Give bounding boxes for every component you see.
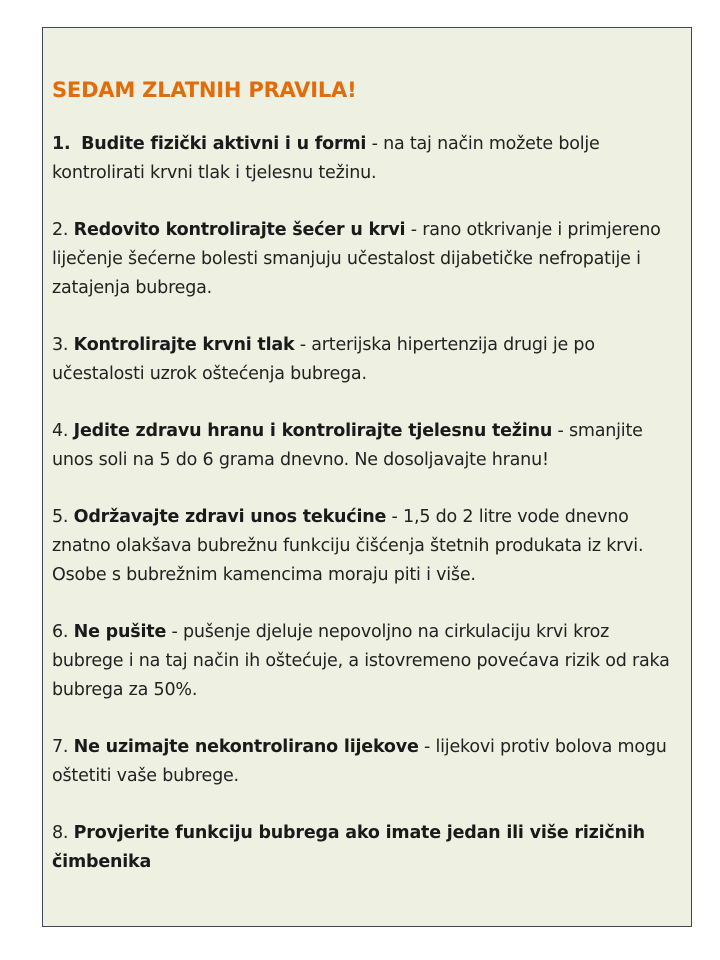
rules-panel (42, 27, 692, 927)
rule-heading: Redovito kontrolirajte šećer u krvi (73, 220, 406, 240)
rule-heading: Održavajte zdravi unos tekućine (73, 507, 387, 527)
rule-number: 8. (52, 823, 69, 843)
rule-separator: - (552, 421, 569, 441)
rule-separator: - (366, 134, 384, 154)
rule-text: 1,5 do 2 litre vode dnevno znatno olakšava bubrežnu funkciju čišćenja štetnih produkata iz krvi. Osobe s bubrežnim kamencima moraju piti i više. (52, 507, 644, 585)
rule-separator: - (294, 335, 312, 355)
rule-number: 7. (52, 737, 69, 757)
rule-text: pušenje djeluje nepovoljno na cirkulaciju krvi kroz bubrege i na taj način ih oštećuje, a istovremeno povećava rizik od raka bubrega za 50%. (52, 622, 670, 700)
rule-number: 2. (52, 220, 69, 240)
rule-text: lijekovi protiv bolova mogu oštetiti vaše bubrege. (52, 737, 667, 786)
rule-text: arterijska hipertenzija drugi je po učestalosti uzrok oštećenja bubrega. (52, 335, 595, 384)
rule-heading: Provjerite funkciju bubrega ako imate jedan ili više rizičnih čimbenika (52, 823, 645, 872)
rule-item-5 (52, 503, 682, 590)
rule-text: rano otkrivanje i primjereno liječenje šećerne bolesti smanjuju učestalost dijabetičke nefropatije i zatajenja bubrega. (52, 220, 661, 298)
rule-separator: - (166, 622, 183, 642)
rule-number: 1. (52, 134, 71, 154)
rule-number: 6. (52, 622, 69, 642)
rule-separator: - (418, 737, 436, 757)
rule-item-1 (52, 130, 682, 188)
rule-item-6 (52, 618, 682, 705)
rule-text: na taj način možete bolje kontrolirati krvni tlak i tjelesnu težinu. (52, 134, 600, 183)
rule-heading: Ne uzimajte nekontrolirano lijekove (73, 737, 419, 757)
rule-item-3 (52, 331, 682, 389)
rule-item-8 (52, 819, 682, 877)
rule-heading: Budite fizički aktivni i u formi (81, 134, 367, 154)
rule-heading: Jedite zdravu hranu i kontrolirajte tjelesnu težinu (73, 421, 553, 441)
rule-text: smanjite unos soli na 5 do 6 grama dnevno. Ne dosoljavajte hranu! (52, 421, 643, 470)
rule-item-4 (52, 417, 682, 475)
rule-number: 4. (52, 421, 69, 441)
rules-content (52, 78, 682, 877)
rule-item-2 (52, 216, 682, 303)
rule-separator: - (405, 220, 423, 240)
rule-separator: - (386, 507, 404, 527)
rule-item-7 (52, 733, 682, 791)
rule-heading: Ne pušite (73, 622, 167, 642)
page-title: SEDAM ZLATNIH PRAVILA! (52, 78, 357, 102)
rule-number: 5. (52, 507, 69, 527)
rule-heading: Kontrolirajte krvni tlak (73, 335, 295, 355)
rule-number: 3. (52, 335, 69, 355)
